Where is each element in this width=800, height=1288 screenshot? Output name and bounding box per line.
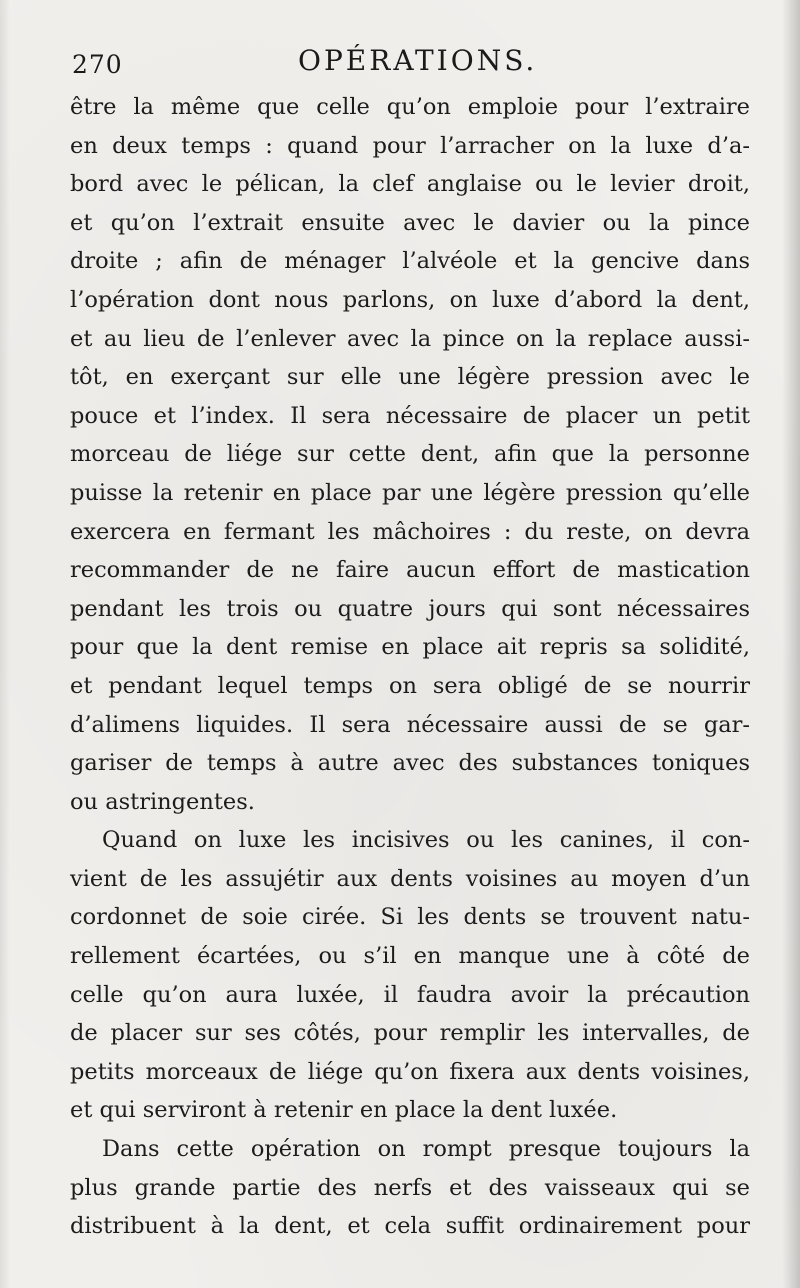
text-line: et qui serviront à retenir en place la dent luxée.	[70, 1097, 618, 1124]
page-header	[72, 44, 752, 88]
text-line: pendant les trois ou quatre jours qui sont nécessaires	[70, 595, 750, 622]
paragraph-3	[70, 1130, 750, 1246]
text-line: être la même que celle qu’on emploie pour l’extraire	[70, 94, 750, 120]
text-line: Dans cette opération on rompt presque toujours la	[102, 1136, 750, 1163]
text-line: et pendant lequel temps on sera obligé de se nourrir	[70, 672, 750, 699]
text-line: en deux temps : quand pour l’arracher on la luxe d’a-	[70, 132, 750, 159]
text-line: recommander de ne faire aucun effort de mastication	[70, 557, 750, 584]
page-shadow-left	[0, 0, 10, 1288]
text-line: pouce et l’index. Il sera nécessaire de placer un petit	[70, 402, 750, 429]
text-line: bord avec le pélican, la clef anglaise ou le levier droit,	[70, 171, 750, 198]
text-line: l’opération dont nous parlons, on luxe d’abord la dent,	[70, 286, 750, 313]
text-line: puisse la retenir en place par une légère pression qu’elle	[70, 479, 750, 506]
text-line: ou astringentes.	[70, 788, 255, 815]
page-shadow-right	[782, 0, 800, 1288]
text-line: et qu’on l’extrait ensuite avec le davier ou la pince	[70, 209, 750, 236]
body-text	[70, 88, 750, 1246]
text-line: cordonnet de soie cirée. Si les dents se trouvent natu-	[70, 904, 750, 931]
text-line: tôt, en exerçant sur elle une légère pression avec le	[70, 364, 750, 391]
text-line: celle qu’on aura luxée, il faudra avoir la précaution	[70, 981, 750, 1008]
text-line: de placer sur ses côtés, pour remplir les intervalles, de	[70, 1020, 750, 1047]
text-line: gariser de temps à autre avec des substances toniques	[70, 750, 750, 777]
text-line: et au lieu de l’enlever avec la pince on la replace aussi-	[70, 325, 750, 352]
text-line: vient de les assujétir aux dents voisines au moyen d’un	[70, 865, 750, 892]
text-line: exercera en fermant les mâchoires : du reste, on devra	[70, 518, 750, 545]
page-number: 270	[72, 50, 123, 79]
running-head: OPÉRATIONS.	[298, 44, 538, 77]
text-line: pour que la dent remise en place ait repris sa solidité,	[70, 634, 750, 661]
text-line: Quand on luxe les incisives ou les canines, il con-	[102, 827, 750, 854]
text-line: morceau de liége sur cette dent, afin que la personne	[70, 441, 750, 468]
paragraph-1	[70, 88, 750, 821]
text-line: plus grande partie des nerfs et des vaisseaux qui se	[70, 1174, 750, 1201]
text-line: droite ; afin de ménager l’alvéole et la gencive dans	[70, 248, 750, 275]
text-line: distribuent à la dent, et cela suffit ordinairement pour	[70, 1213, 750, 1240]
paragraph-2	[70, 821, 750, 1130]
text-line: d’alimens liquides. Il sera nécessaire aussi de se gar-	[70, 711, 750, 738]
text-line: rellement écartées, ou s’il en manque une à côté de	[70, 943, 750, 970]
text-line: petits morceaux de liége qu’on fixera aux dents voisines,	[70, 1058, 750, 1085]
